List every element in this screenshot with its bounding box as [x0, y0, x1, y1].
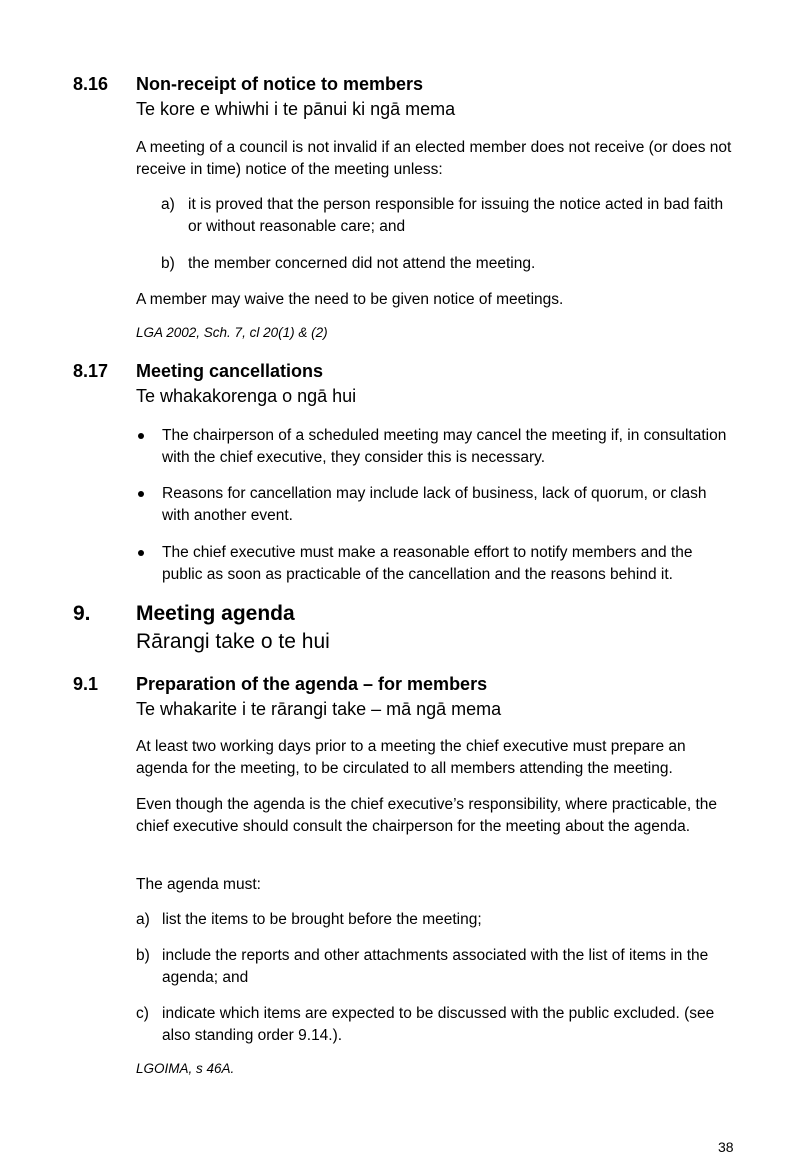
- list-item-text: list the items to be brought before the meeting;: [162, 911, 482, 928]
- paragraph: A member may waive the need to be given notice of meetings.: [136, 291, 564, 308]
- list-item-text: include the reports and other attachments associated with the list of items in the agenda; and: [162, 947, 709, 986]
- section-title: Preparation of the agenda – for members: [136, 674, 488, 694]
- section-subtitle: Te whakarite i te rārangi take – mā ngā mema: [136, 699, 502, 719]
- citation: LGOIMA, s 46A.: [136, 1061, 235, 1076]
- chapter-number: 9.: [73, 602, 91, 625]
- section-number: 8.16: [73, 74, 109, 94]
- bullet-text: Reasons for cancellation may include lack of business, lack of quorum, or clash with another event.: [162, 485, 707, 524]
- list-item-text: it is proved that the person responsible for issuing the notice acted in bad faith or without reasonable care; and: [188, 196, 724, 235]
- section-title: Non-receipt of notice to members: [136, 74, 424, 94]
- list-item: [136, 945, 736, 989]
- list-item: [136, 909, 736, 931]
- bullet-item: [136, 425, 736, 469]
- list-marker: b): [161, 255, 175, 272]
- section-subtitle: Te kore e whiwhi i te pānui ki ngā mema: [136, 99, 456, 119]
- bullet-text: The chief executive must make a reasonable effort to notify members and the public as soon as practicable of the cancellation and the reasons behind it.: [162, 544, 693, 583]
- list-item-text: indicate which items are expected to be discussed with the public excluded. (see also standing order 9.14.).: [162, 1005, 715, 1044]
- list-marker: c): [136, 1005, 149, 1022]
- paragraph: At least two working days prior to a meeting the chief executive must prepare an agenda for the meeting, to be circulated to all members attending the meeting.: [136, 738, 686, 777]
- list-marker: a): [161, 196, 175, 213]
- paragraph: A meeting of a council is not invalid if an elected member does not receive (or does not receive in time) notice of the meeting unless:: [136, 139, 732, 178]
- bullet-icon: [138, 491, 144, 497]
- list-item: [161, 194, 736, 238]
- paragraph: Even though the agenda is the chief executive’s responsibility, where practicable, the chief executive should consult the chairperson for the meeting about the agenda.: [136, 796, 718, 835]
- section-number: 8.17: [73, 361, 109, 381]
- citation: LGA 2002, Sch. 7, cl 20(1) & (2): [136, 325, 328, 340]
- bullet-text: The chairperson of a scheduled meeting may cancel the meeting if, in consultation with the chief executive, they consider this is necessary.: [162, 427, 727, 466]
- list-marker: a): [136, 911, 150, 928]
- chapter-title: Meeting agenda: [136, 602, 295, 625]
- bullet-item: [136, 542, 736, 586]
- paragraph: The agenda must:: [136, 876, 261, 893]
- bullet-item: [136, 483, 736, 527]
- chapter-subtitle: Rārangi take o te hui: [136, 630, 330, 653]
- list-item: [161, 253, 736, 275]
- list-item-text: the member concerned did not attend the meeting.: [188, 255, 536, 272]
- section-subtitle: Te whakakorenga o ngā hui: [136, 386, 357, 406]
- list-item: [136, 1003, 736, 1047]
- page-number: 38: [718, 1139, 734, 1155]
- section-number: 9.1: [73, 674, 99, 694]
- bullet-icon: [138, 433, 144, 439]
- list-marker: b): [136, 947, 150, 964]
- bullet-icon: [138, 550, 144, 556]
- section-title: Meeting cancellations: [136, 361, 324, 381]
